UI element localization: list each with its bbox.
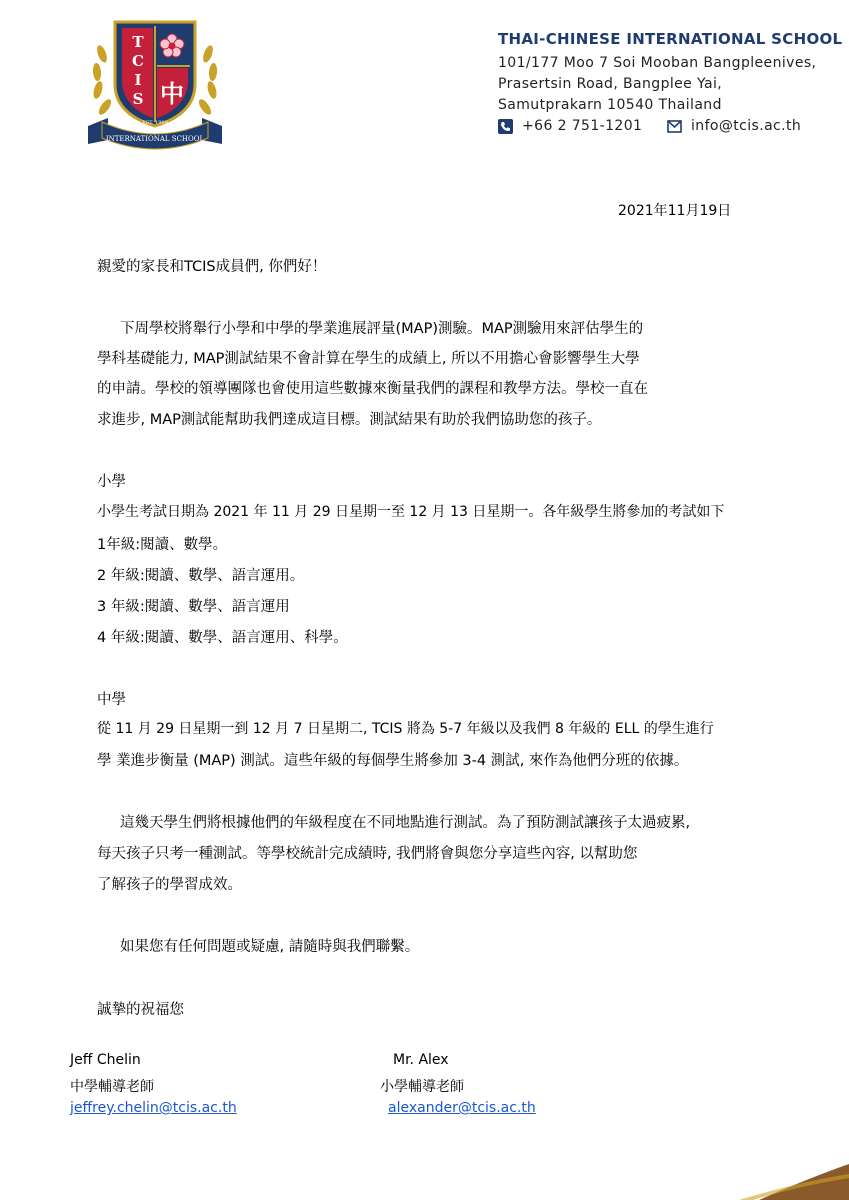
- logo-letter: I: [134, 71, 142, 89]
- address-line: Samutprakarn 10540 Thailand: [498, 97, 722, 113]
- grade-item: 1年級:閱讀、數學。: [97, 537, 228, 553]
- test-days-line: 了解孩子的學習成效。: [97, 877, 242, 893]
- phone-number: +66 2 751-1201: [522, 118, 643, 134]
- letter-date: 2021年11月19日: [618, 203, 732, 219]
- intro-line: 求進步, MAP測試能幫助我們達成這目標。測試結果有助於我們協助您的孩子。: [97, 412, 602, 428]
- intro-line: 學科基礎能力, MAP測試結果不會計算在學生的成績上, 所以不用擔心會影響學生大學: [97, 351, 640, 367]
- closing: 誠摯的祝福您: [97, 1002, 184, 1018]
- secondary-heading: 中學: [97, 692, 126, 708]
- intro-line: 下周學校將舉行小學和中學的學業進展評量(MAP)測驗。MAP測驗用來評估學生的: [120, 321, 644, 337]
- logo-ribbon-text: INTERNATIONAL SCHOOL: [105, 135, 205, 143]
- footer-swoosh-decoration: [739, 1160, 849, 1200]
- address-line: Prasertsin Road, Bangplee Yai,: [498, 76, 723, 92]
- signer-title: 小學輔導老師: [380, 1079, 464, 1095]
- intro-line: 的申請。學校的領導團隊也會使用這些數據來衡量我們的課程和教學方法。學校一直在: [97, 381, 648, 397]
- test-days-line: 這幾天學生們將根據他們的年級程度在不同地點進行測試。為了預防測試讓孩子太過疲累,: [120, 815, 691, 831]
- phone-contact: [498, 118, 642, 134]
- secondary-line: 從 11 月 29 日星期一到 12 月 7 日星期二, TCIS 將為 5-7 年級以及我們 8 年級的 ELL 的學生進行: [97, 721, 714, 737]
- signer-email-link[interactable]: jeffrey.chelin@tcis.ac.th: [70, 1100, 237, 1116]
- logo-letter: T: [132, 33, 144, 51]
- secondary-line: 學 業進步衡量 (MAP) 測試。這些年級的每個學生將參加 3-4 測試, 來作為他們分班的依據。: [97, 753, 689, 769]
- school-name: THAI-CHINESE INTERNATIONAL SCHOOL: [498, 30, 843, 48]
- grade-item: 4 年級:閱讀、數學、語言運用、科學。: [97, 630, 348, 646]
- grade-item: 2 年級:閱讀、數學、語言運用。: [97, 568, 305, 584]
- grade-item: 3 年級:閱讀、數學、語言運用: [97, 599, 290, 615]
- signer-name: Mr. Alex: [393, 1052, 449, 1068]
- email-contact: [667, 118, 801, 134]
- signer-email-link[interactable]: alexander@tcis.ac.th: [388, 1100, 536, 1116]
- school-crest-logo: [80, 14, 230, 154]
- primary-heading: 小學: [97, 474, 126, 490]
- logo-center-char: 中: [160, 80, 184, 108]
- email-address: info@tcis.ac.th: [691, 118, 802, 134]
- questions-line: 如果您有任何問題或疑慮, 請隨時與我們聯繫。: [120, 939, 420, 955]
- logo-letter: S: [132, 90, 144, 108]
- mail-icon: [667, 120, 682, 133]
- signer-name: Jeff Chelin: [70, 1052, 141, 1068]
- signer-title: 中學輔導老師: [70, 1079, 154, 1095]
- phone-icon: [498, 119, 513, 134]
- address-line: 101/177 Moo 7 Soi Mooban Bangpleenives,: [498, 55, 817, 71]
- logo-est: EST. 1999: [142, 120, 168, 126]
- primary-schedule: 小學生考試日期為 2021 年 11 月 29 日星期一至 12 月 13 日星期一。各年級學生將參加的考試如下: [97, 504, 725, 520]
- test-days-line: 每天孩子只考一種測試。等學校統計完成績時, 我們將會與您分享這些內容, 以幫助您: [97, 846, 638, 862]
- logo-letter: C: [132, 52, 144, 70]
- greeting: 親愛的家長和TCIS成員們, 你們好！: [97, 259, 327, 275]
